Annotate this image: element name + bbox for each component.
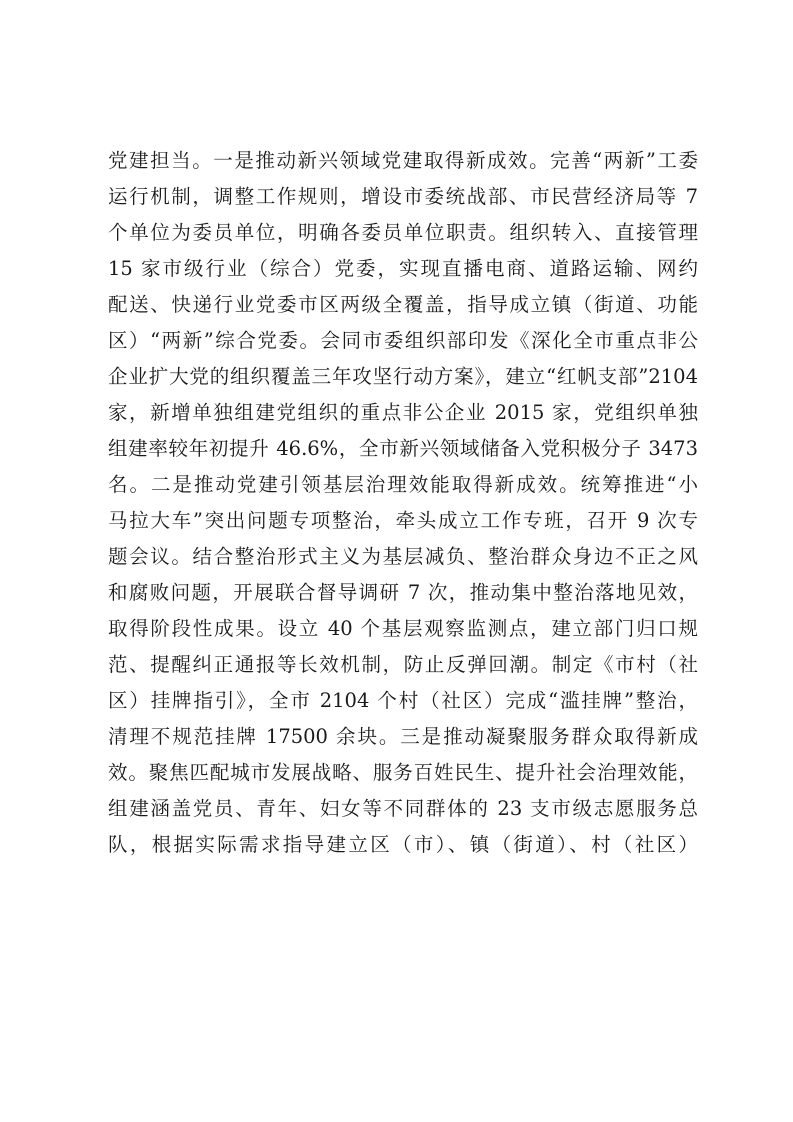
body-text <box>108 143 698 863</box>
text-line: 组建涵盖党员、青年、妇女等不同群体的 23 支市级志愿服务总 <box>108 797 698 820</box>
text-line: 名。二是推动党建引领基层治理效能取得新成效。统筹推进“小 <box>108 473 698 496</box>
text-line: 运行机制，调整工作规则，增设市委统战部、市民营经济局等 7 <box>108 185 698 208</box>
text-line: 清理不规范挂牌 17500 余块。三是推动凝聚服务群众取得新成 <box>108 725 698 748</box>
text-line: 队，根据实际需求指导建立区（市）、镇（街道）、村（社区） <box>108 833 698 856</box>
text-line: 区）挂牌指引》，全市 2104 个村（社区）完成“滥挂牌”整治， <box>108 689 698 712</box>
text-line: 题会议。结合整治形式主义为基层减负、整治群众身边不正之风 <box>108 545 698 568</box>
text-line: 个单位为委员单位，明确各委员单位职责。组织转入、直接管理 <box>108 221 698 244</box>
text-line: 配送、快递行业党委市区两级全覆盖，指导成立镇（街道、功能 <box>108 293 698 316</box>
text-line: 马拉大车”突出问题专项整治，牵头成立工作专班，召开 9 次专 <box>108 509 698 532</box>
text-line: 组建率较年初提升 46.6%，全市新兴领域储备入党积极分子 3473 <box>108 437 698 460</box>
text-line: 取得阶段性成果。设立 40 个基层观察监测点，建立部门归口规 <box>108 617 698 640</box>
text-line: 党建担当。一是推动新兴领域党建取得新成效。完善“两新”工委 <box>108 149 698 172</box>
text-line: 和腐败问题，开展联合督导调研 7 次，推动集中整治落地见效， <box>108 581 698 604</box>
text-line: 15 家市级行业（综合）党委，实现直播电商、道路运输、网约 <box>108 257 698 280</box>
text-line: 范、提醒纠正通报等长效机制，防止反弹回潮。制定《市村（社 <box>108 653 698 676</box>
text-line: 效。聚焦匹配城市发展战略、服务百姓民生、提升社会治理效能， <box>108 761 698 784</box>
text-line: 家，新增单独组建党组织的重点非公企业 2015 家，党组织单独 <box>108 401 698 424</box>
text-line: 区）“两新”综合党委。会同市委组织部印发《深化全市重点非公 <box>108 329 698 352</box>
text-line: 企业扩大党的组织覆盖三年攻坚行动方案》，建立“红帆支部”2104 <box>108 365 698 388</box>
